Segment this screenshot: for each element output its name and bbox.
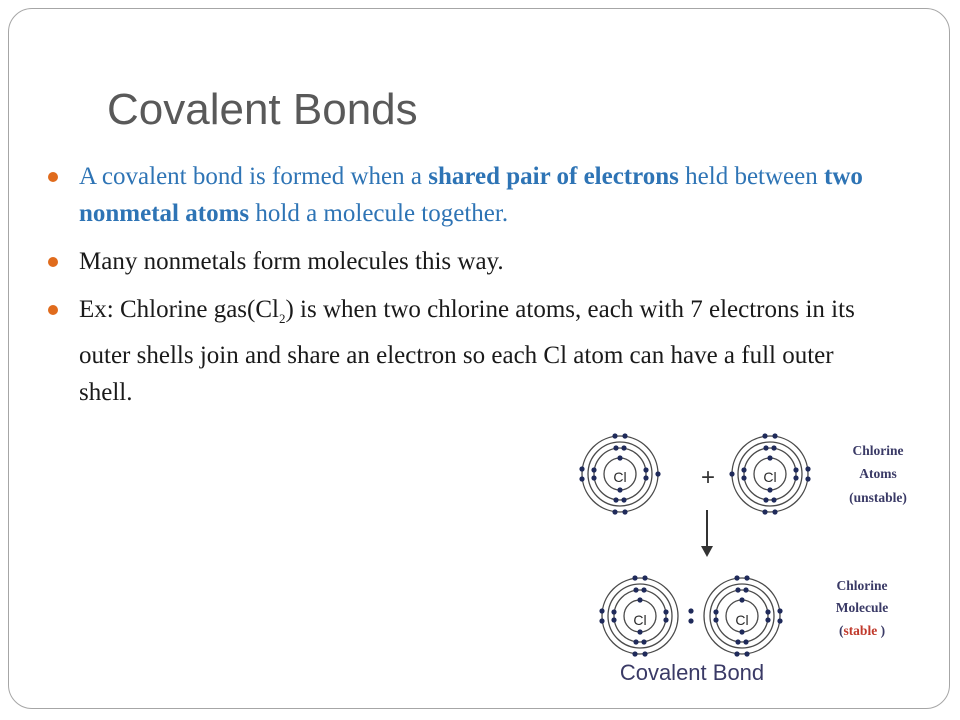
molecule-left-electron	[611, 617, 616, 622]
bullet-text-part: A covalent bond is formed when a	[79, 163, 429, 190]
molecule-left-electron	[641, 587, 646, 592]
atom-left-electron	[621, 497, 626, 502]
molecule-right-valence-electron	[734, 575, 739, 580]
molecule-right-electron	[739, 597, 744, 602]
diagram-svg	[568, 416, 940, 690]
molecule-atom-label-right: Cl	[735, 612, 749, 628]
molecule-right-valence-electron	[744, 575, 749, 580]
atom-right-electron	[741, 467, 746, 472]
atom-left-electron	[643, 467, 648, 472]
molecule-left-valence-electron	[632, 651, 637, 656]
molecule-right-electron	[765, 609, 770, 614]
molecule-right-electron	[735, 639, 740, 644]
molecule-right-valence-electron	[777, 618, 782, 623]
atom-right-valence-electron	[805, 476, 810, 481]
atom-right-electron	[763, 497, 768, 502]
molecule-right-electron	[739, 629, 744, 634]
atom-right-electron	[793, 467, 798, 472]
top-label-line3: (unstable)	[849, 490, 907, 505]
atom-left-electron	[617, 487, 622, 492]
atom-right-valence-electron	[805, 466, 810, 471]
molecule-atom-label-left: Cl	[633, 612, 647, 628]
atom-left-electron	[617, 455, 622, 460]
atom-label-left: Cl	[613, 469, 627, 485]
atom-right-valence-electron	[772, 433, 777, 438]
molecule-left-electron	[663, 609, 668, 614]
molecule-right-electron	[765, 617, 770, 622]
bullet-text-part: hold a molecule together.	[249, 200, 509, 227]
atom-left-valence-electron	[622, 433, 627, 438]
atom-label-right: Cl	[763, 469, 777, 485]
atom-left-valence-electron	[655, 471, 660, 476]
bullet-text-bold: shared pair of electrons	[428, 163, 679, 190]
molecule-right-valence-electron	[734, 651, 739, 656]
bullet-item-covalent-definition	[48, 158, 878, 232]
atom-right-electron	[763, 445, 768, 450]
atoms-group	[579, 433, 810, 656]
atom-right-electron	[767, 455, 772, 460]
bottom-label-line2: Molecule	[835, 600, 889, 615]
bullet-dot-icon	[48, 305, 58, 315]
bullet-text-part: Ex: Chlorine gas(Cl	[79, 296, 279, 323]
bullet-dot-icon	[48, 172, 58, 182]
bottom-label-paren-open: (	[838, 623, 844, 638]
bullet-list	[48, 158, 878, 422]
slide-title: Covalent Bonds	[107, 85, 418, 134]
atom-left-valence-electron	[612, 509, 617, 514]
molecule-right-electron	[743, 639, 748, 644]
molecule-left-electron	[633, 639, 638, 644]
atom-right-electron	[771, 445, 776, 450]
atom-right-valence-electron	[762, 509, 767, 514]
bullet-item-nonmetals	[48, 243, 878, 280]
covalent-bond-label: Covalent Bond	[619, 660, 765, 685]
atom-left-electron	[613, 445, 618, 450]
atom-left-valence-electron	[579, 466, 584, 471]
molecule-left-electron	[663, 617, 668, 622]
molecule-right-valence-electron	[777, 608, 782, 613]
atom-left-electron	[591, 475, 596, 480]
atom-right-electron	[741, 475, 746, 480]
shared-electron	[688, 618, 693, 623]
molecule-right-valence-electron	[744, 651, 749, 656]
molecule-left-valence-electron	[632, 575, 637, 580]
atom-left-electron	[591, 467, 596, 472]
covalent-bond-diagram	[568, 416, 940, 690]
molecule-left-electron	[611, 609, 616, 614]
bullet-text-bold: two nonmetal atoms	[79, 163, 863, 227]
bullet-dot-icon	[48, 257, 58, 267]
shared-electron	[688, 608, 693, 613]
atom-left-electron	[643, 475, 648, 480]
atom-left-electron	[621, 445, 626, 450]
molecule-right-electron	[713, 617, 718, 622]
bottom-label-line3	[839, 623, 885, 638]
bullet-text-part: Many nonmetals form molecules this way.	[79, 248, 504, 275]
atom-right-electron	[771, 497, 776, 502]
molecule-left-electron	[641, 639, 646, 644]
bottom-label-paren-close: )	[877, 623, 886, 638]
stable-word: stable	[843, 623, 878, 638]
bullet-text-part: held between	[678, 163, 824, 190]
bullet-text-part: ) is when two chlorine atoms, each with 7 electrons in its outer shells join and share an electron so each Cl atom can have a full outer shell.	[79, 296, 855, 406]
molecule-right-electron	[743, 587, 748, 592]
atom-left-valence-electron	[579, 476, 584, 481]
atom-right-electron	[793, 475, 798, 480]
atom-right-valence-electron	[772, 509, 777, 514]
reaction-arrow-icon	[701, 546, 713, 557]
bottom-label-line1: Chlorine	[836, 578, 888, 593]
molecule-right-electron	[713, 609, 718, 614]
molecule-left-valence-electron	[599, 618, 604, 623]
bullet-item-chlorine-example	[48, 291, 878, 411]
subscript-2: 2	[278, 311, 286, 326]
molecule-left-electron	[637, 629, 642, 634]
atom-right-valence-electron	[762, 433, 767, 438]
top-label-line2: Atoms	[859, 466, 897, 481]
molecule-left-valence-electron	[599, 608, 604, 613]
molecule-right-electron	[735, 587, 740, 592]
atom-left-valence-electron	[622, 509, 627, 514]
atom-left-electron	[613, 497, 618, 502]
molecule-left-valence-electron	[642, 651, 647, 656]
atom-left-valence-electron	[612, 433, 617, 438]
molecule-left-electron	[637, 597, 642, 602]
atom-right-valence-electron	[729, 471, 734, 476]
molecule-left-valence-electron	[642, 575, 647, 580]
top-label-line1: Chlorine	[852, 443, 904, 458]
molecule-left-electron	[633, 587, 638, 592]
atom-right-electron	[767, 487, 772, 492]
plus-sign: +	[700, 464, 716, 491]
